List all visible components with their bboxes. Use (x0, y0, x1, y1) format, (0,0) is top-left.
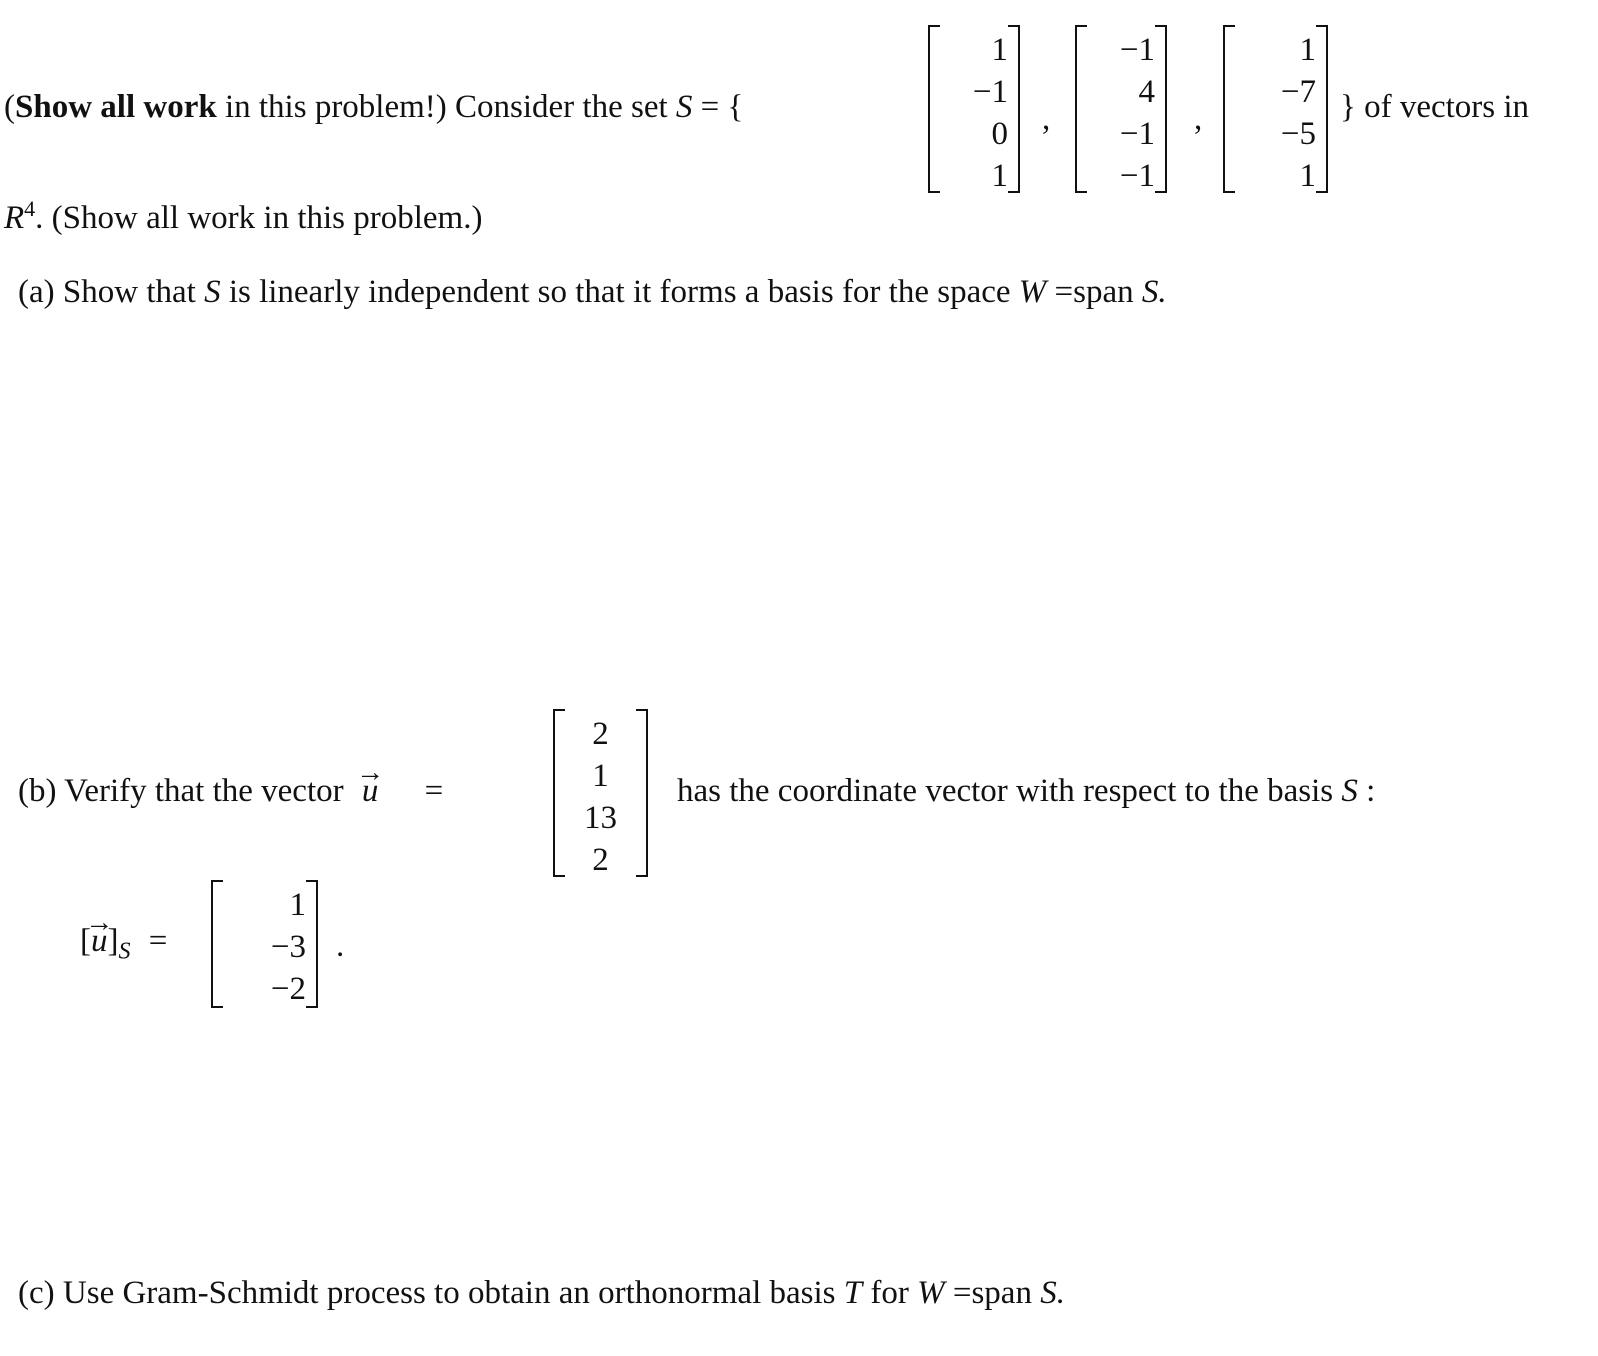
part-c-space: W (917, 1275, 945, 1311)
bracket-open: [ (80, 923, 91, 959)
part-c-basis: T (843, 1275, 863, 1311)
vector-entry: −5 (1280, 116, 1316, 152)
vector-entry: −1 (1119, 116, 1155, 152)
part-c-set: S. (1040, 1275, 1065, 1311)
part-c-span: =span (952, 1275, 1032, 1311)
space-symbol: R (4, 200, 25, 236)
part-b-equals: = (424, 773, 444, 809)
set-vector-3 (1223, 25, 1328, 193)
intro-tail: } of vectors in (1340, 89, 1530, 125)
coordinate-equals: = (148, 923, 168, 959)
vector-entry: 4 (1138, 74, 1155, 110)
part-a-set: S (204, 274, 221, 310)
vector-entry: 1 (991, 32, 1008, 68)
vector-entry: −1 (1119, 32, 1155, 68)
set-vector-2 (1075, 25, 1167, 193)
vector-separator: , (1194, 101, 1203, 137)
intro-line-2-text: . (Show all work in this problem.) (35, 200, 483, 236)
part-b-text: has the coordinate vector with respect to the basis (677, 773, 1334, 809)
vector-entry: 2 (592, 842, 609, 878)
vector-entry: −1 (1119, 158, 1155, 194)
part-c-label: (c) (18, 1275, 55, 1311)
part-c-text: Use Gram-Schmidt process to obtain an orthonormal basis (62, 1275, 836, 1311)
vector-entry: 1 (991, 158, 1008, 194)
vector-entry: −1 (972, 74, 1008, 110)
vector-u: → u (91, 925, 108, 958)
vector-u-components (553, 709, 648, 877)
vector-separator: , (1042, 101, 1051, 137)
vector-entry: −3 (270, 929, 306, 965)
part-a-label: (a) (18, 274, 55, 310)
vector-entry: −7 (1280, 74, 1316, 110)
coordinate-lhs (80, 925, 167, 964)
set-vector-1 (928, 25, 1020, 193)
part-a-text: is linearly independent so that it forms a basis for the space (228, 274, 1011, 310)
intro-line-2 (4, 198, 482, 235)
intro-bold-lead: Show all work (15, 89, 217, 125)
intro-set-symbol: S (675, 89, 693, 125)
coordinate-vector (211, 880, 318, 1008)
part-b-line (18, 775, 443, 808)
part-c-text: for (870, 1275, 909, 1311)
coordinate-period: . (336, 928, 345, 964)
vector-u: → u (362, 775, 379, 808)
intro-equals-brace: = { (700, 89, 744, 125)
part-a-set: S. (1141, 274, 1167, 310)
part-b-text: Verify that the vector (64, 773, 344, 809)
part-c (18, 1277, 1065, 1310)
vector-entry: 13 (584, 800, 617, 836)
part-a-space: W (1018, 274, 1047, 310)
part-b-line-tail (677, 775, 1375, 808)
vector-entry: −2 (270, 971, 306, 1007)
space-exponent: 4 (24, 196, 36, 221)
vector-entry: 1 (1299, 32, 1316, 68)
part-a-span: =span (1054, 274, 1134, 310)
part-a (18, 276, 1167, 309)
intro-line: (Show all work in this problem!) Consider the set S = { (4, 89, 744, 125)
vector-entry: 0 (991, 116, 1008, 152)
bracket-close: ] (107, 923, 119, 959)
vector-entry: 2 (592, 716, 609, 752)
part-b-colon: : (1366, 773, 1376, 809)
vector-entry: 1 (1299, 158, 1316, 194)
vector-entry: 1 (592, 758, 609, 794)
coordinate-subscript: S (118, 938, 131, 965)
intro-text: in this problem!) Consider the set (224, 89, 668, 125)
part-a-text: Show that (62, 274, 196, 310)
vector-entry: 1 (289, 887, 306, 923)
part-b-basis: S (1341, 773, 1358, 809)
part-b-label: (b) (18, 773, 57, 809)
